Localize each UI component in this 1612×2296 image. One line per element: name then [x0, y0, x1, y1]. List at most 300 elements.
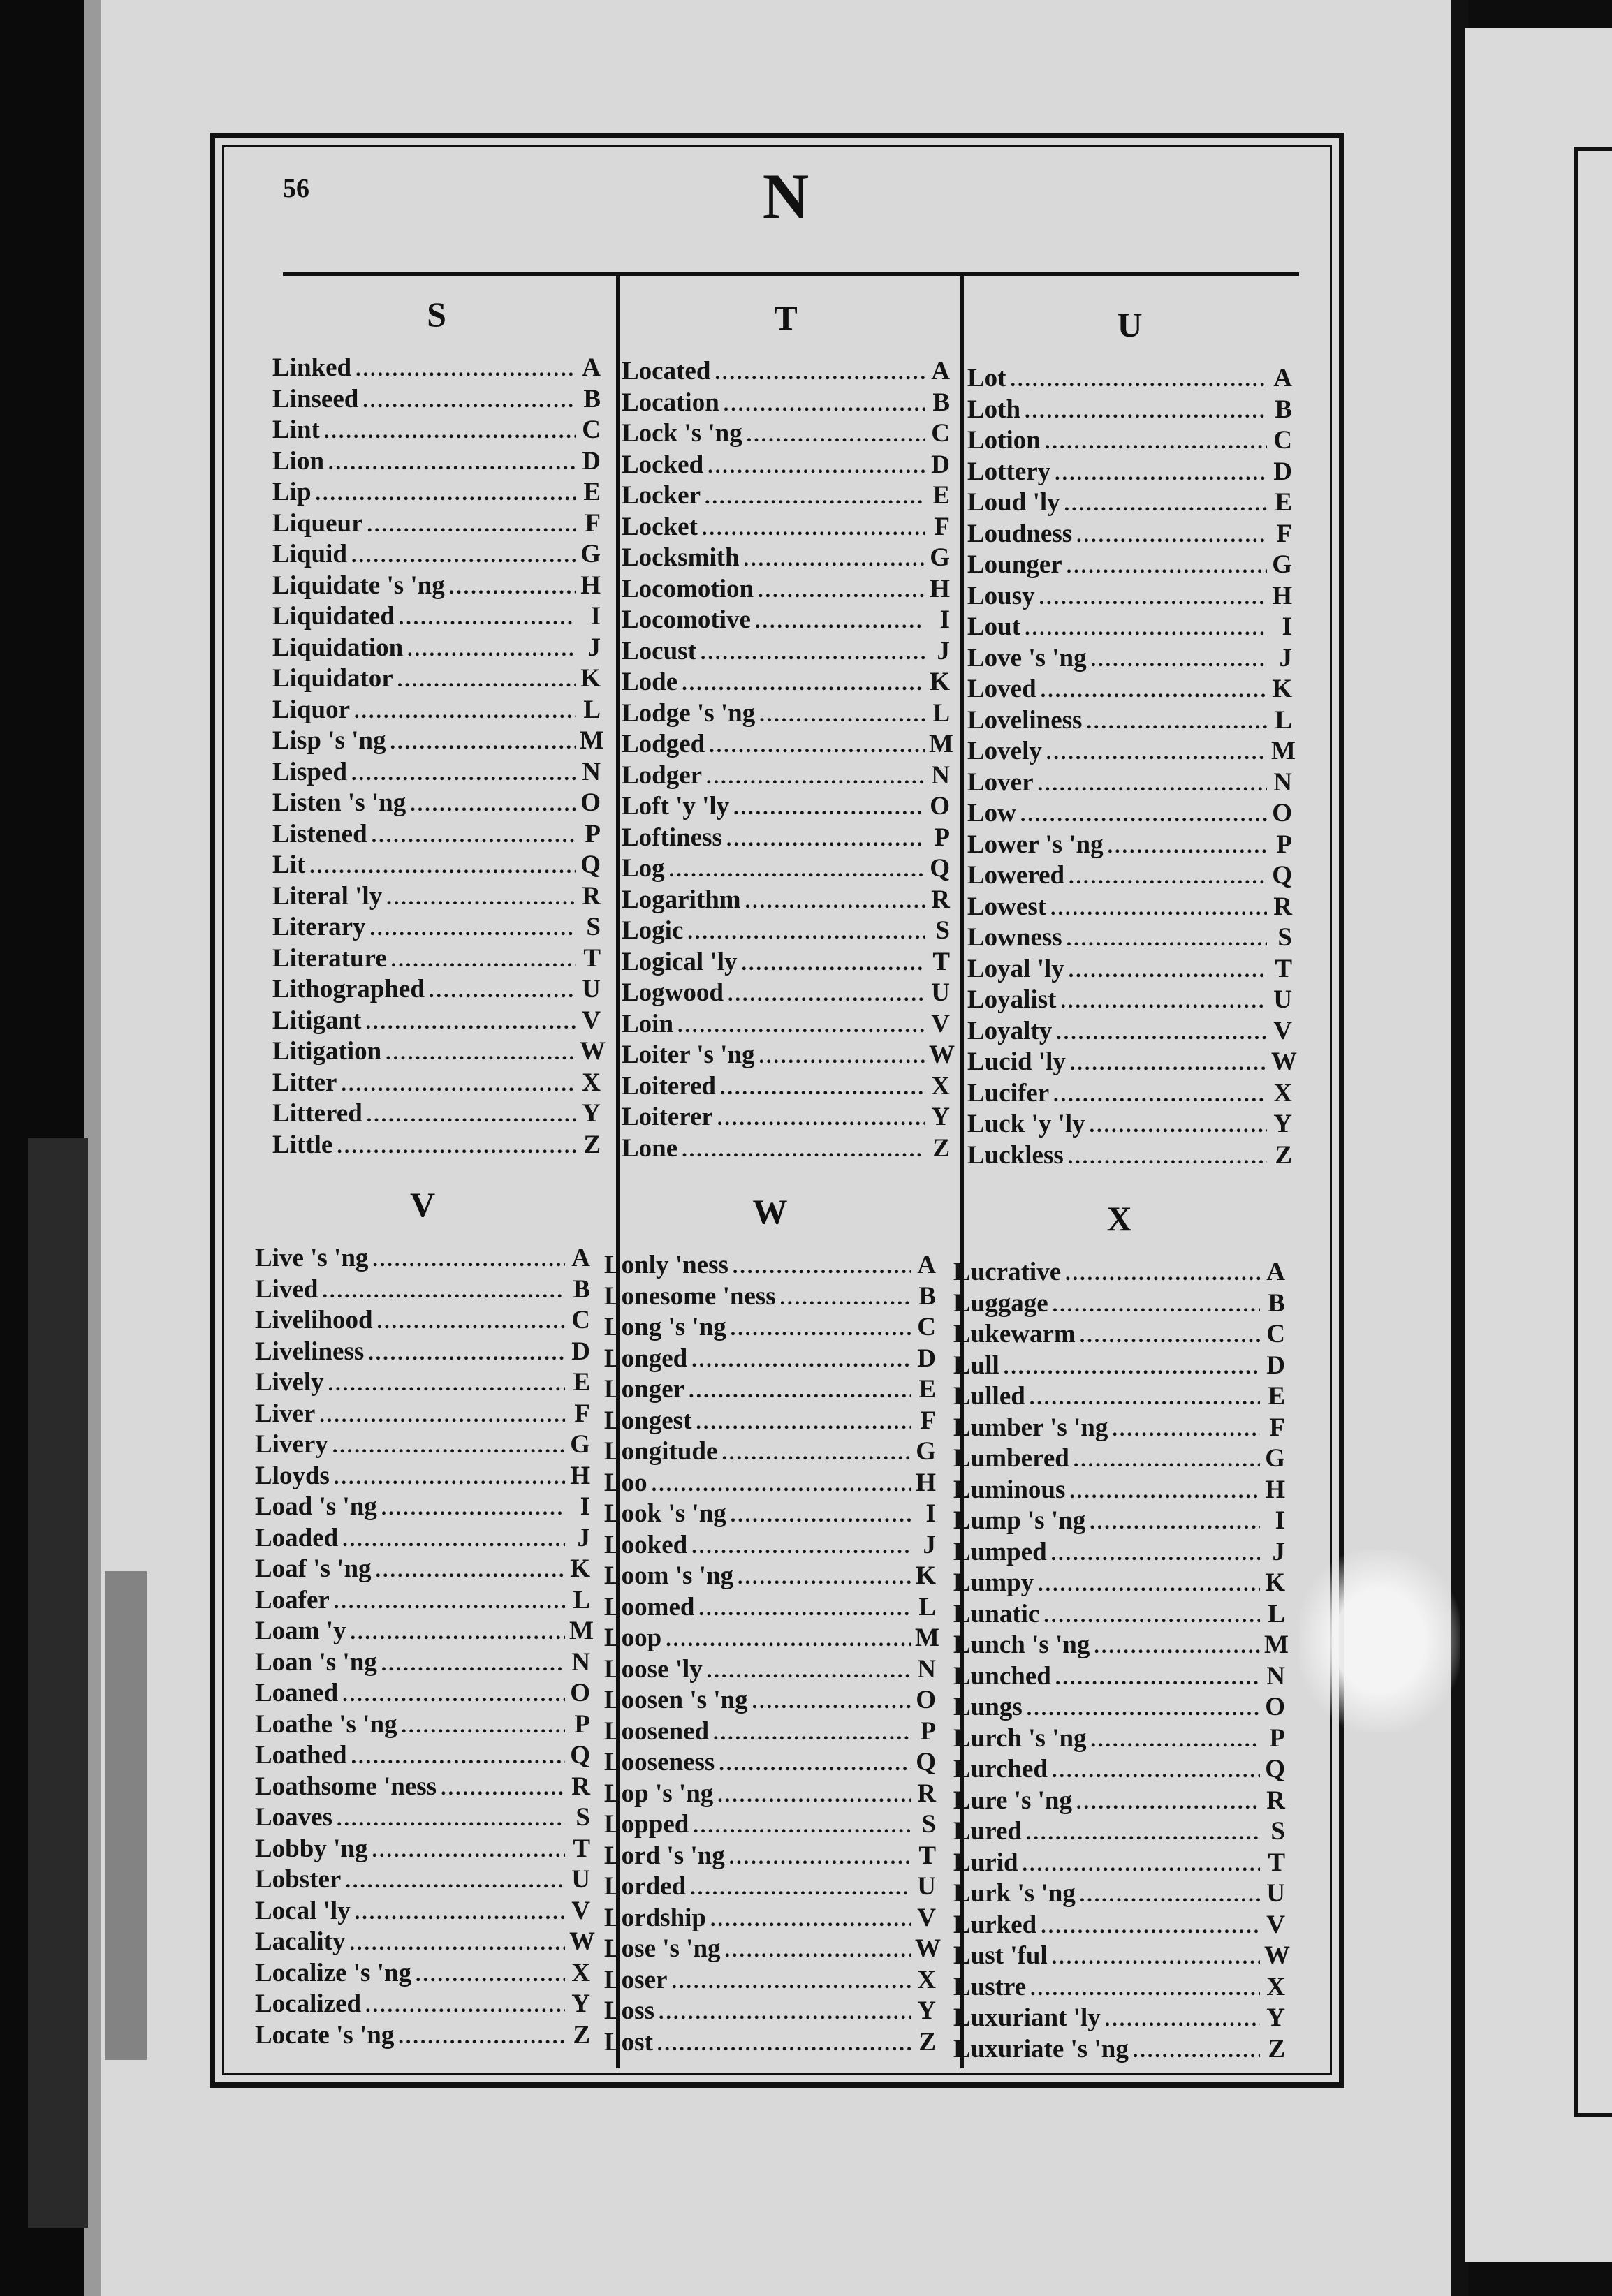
dot-leader [1052, 1759, 1260, 1783]
code-entry [622, 791, 950, 823]
entry-word: Lunched [953, 1661, 1051, 1691]
entry-code-letter: Z [573, 2020, 590, 2050]
dot-leader [397, 668, 576, 692]
entry-word: Lousy [967, 581, 1035, 610]
entry-code-letter: N [1273, 767, 1292, 797]
entry-word: Loosened [604, 1716, 710, 1746]
code-entry [272, 1068, 601, 1099]
code-entry [967, 798, 1292, 830]
code-entry [255, 1554, 590, 1585]
entry-word: Live 's 'ng [255, 1244, 369, 1272]
code-entry [967, 487, 1292, 519]
code-entry [255, 1958, 590, 1989]
entry-word: Locket [622, 512, 698, 541]
dot-leader [1105, 2008, 1260, 2031]
entry-code-letter: Y [582, 1099, 601, 1128]
code-entry [255, 2020, 590, 2052]
code-entry [255, 1616, 594, 1647]
code-entry [272, 353, 601, 384]
code-entry [272, 726, 604, 757]
dot-leader [334, 1590, 565, 1614]
code-entry [622, 1071, 950, 1103]
entry-code-letter: Z [1275, 1140, 1292, 1170]
dot-leader [402, 1714, 565, 1738]
entry-code-letter: A [582, 353, 601, 382]
code-entry [953, 1288, 1285, 1320]
entry-code-letter: D [1266, 1351, 1285, 1380]
code-entry [953, 1816, 1285, 1848]
section-w [604, 1187, 941, 2058]
dot-leader [659, 2001, 911, 2024]
dot-leader [720, 1076, 925, 1100]
code-entry [967, 550, 1292, 581]
entry-word: Livery [255, 1430, 328, 1459]
dot-leader [669, 858, 925, 882]
entry-code-letter: D [571, 1337, 590, 1366]
entry-code-letter: S [1277, 923, 1292, 952]
dot-leader [328, 451, 576, 475]
section-x [953, 1194, 1290, 2065]
section-title: T [774, 298, 798, 337]
dot-leader [693, 1814, 911, 1838]
dot-leader [1076, 1790, 1260, 1814]
code-entry [272, 1006, 601, 1037]
dot-leader [1074, 1448, 1260, 1472]
entry-code-letter: T [918, 1841, 936, 1870]
dot-leader [701, 641, 925, 665]
code-entry [967, 1109, 1292, 1140]
code-entry [622, 915, 950, 947]
entry-code-letter: N [917, 1654, 936, 1684]
entry-code-letter: P [574, 1709, 590, 1739]
entry-code-letter: U [931, 978, 950, 1007]
entry-word: Loaves [255, 1803, 332, 1832]
entry-code-letter: W [929, 1040, 955, 1069]
entry-word: Lobster [255, 1865, 342, 1894]
entry-word: Lone [622, 1133, 678, 1163]
entry-word: Locomotion [622, 574, 754, 603]
dot-leader [1041, 679, 1267, 702]
entry-word: Linked [272, 353, 352, 382]
dot-leader [652, 1473, 911, 1496]
dot-leader [733, 796, 925, 820]
entry-word: Loyalist [967, 985, 1057, 1014]
code-entry [967, 736, 1296, 767]
entry-code-letter: G [1265, 1444, 1285, 1473]
code-entry [953, 1506, 1285, 1537]
code-entry [953, 2003, 1285, 2034]
code-entry [967, 363, 1292, 395]
code-entry [622, 418, 950, 450]
dot-leader [365, 1994, 565, 2017]
entry-word: Lover [967, 767, 1034, 797]
entry-word: Liveliness [255, 1337, 365, 1366]
dot-leader [758, 579, 925, 603]
entry-list [622, 356, 955, 1164]
entry-word: Logic [622, 916, 684, 945]
entry-code-letter: D [582, 446, 601, 476]
entry-code-letter: N [1266, 1661, 1285, 1691]
code-entry [604, 1250, 936, 1281]
dot-leader [1094, 1635, 1260, 1658]
code-entry [255, 1896, 590, 1927]
entry-word: Loved [967, 675, 1036, 703]
entry-code-letter: B [932, 388, 950, 417]
entry-code-letter: R [571, 1772, 590, 1801]
code-entry [604, 1809, 936, 1841]
code-entry [272, 384, 601, 415]
dot-leader [731, 1503, 911, 1527]
code-entry [255, 1740, 590, 1772]
code-entry [967, 705, 1292, 737]
entry-code-letter: R [931, 885, 950, 914]
entry-code-letter: S [586, 913, 601, 941]
code-entry [967, 954, 1292, 985]
dot-leader [386, 886, 576, 910]
entry-code-letter: N [571, 1647, 590, 1677]
code-entry [255, 1461, 590, 1492]
code-entry [953, 1786, 1285, 1817]
entry-code-letter: Q [580, 851, 601, 879]
code-entry [255, 1802, 590, 1834]
entry-word: Lived [255, 1274, 318, 1304]
entry-code-letter: V [571, 1896, 590, 1925]
entry-code-letter: P [585, 819, 601, 848]
code-entry [272, 850, 601, 881]
entry-word: Lodge 's 'ng [622, 698, 756, 728]
dot-leader [1045, 430, 1267, 454]
entry-list [604, 1250, 941, 2058]
dot-leader [745, 890, 925, 913]
dot-leader [1086, 710, 1267, 734]
entry-word: Liquidate 's 'ng [272, 571, 445, 600]
dot-leader [1043, 1604, 1260, 1628]
entry-code-letter: L [583, 695, 601, 724]
dot-leader [755, 610, 925, 633]
entry-word: Log [622, 854, 665, 883]
code-entry [953, 1941, 1290, 1972]
entry-word: Lobby 'ng [255, 1834, 368, 1863]
header-rule [283, 272, 1299, 276]
entry-word: Litter [272, 1068, 337, 1097]
entry-code-letter: X [917, 1965, 936, 1994]
dot-leader [1055, 1666, 1260, 1690]
entry-word: Lodged [622, 730, 705, 758]
section-v [255, 1180, 595, 2051]
dot-leader [429, 979, 576, 1003]
code-entry [255, 1678, 590, 1709]
code-entry [622, 480, 950, 512]
entry-code-letter: M [929, 730, 953, 758]
code-entry [604, 1312, 936, 1344]
code-entry [272, 1130, 601, 1161]
entry-code-letter: W [1264, 1941, 1290, 1970]
entry-code-letter: M [1264, 1631, 1289, 1659]
entry-code-letter: K [570, 1554, 590, 1583]
code-entry [622, 636, 950, 668]
page-smudge [105, 1571, 147, 2060]
entry-word: Lucid 'ly [967, 1047, 1066, 1076]
dot-leader [368, 1341, 565, 1365]
entry-word: Longer [604, 1375, 685, 1404]
dot-leader [709, 734, 925, 758]
entry-word: Liquor [272, 695, 351, 724]
entry-code-letter: J [923, 1530, 936, 1559]
entry-code-letter: F [574, 1399, 590, 1428]
code-entry [255, 1989, 590, 2020]
dot-leader [691, 1535, 911, 1559]
entry-code-letter: C [917, 1313, 936, 1341]
entry-word: Luminous [953, 1475, 1066, 1504]
section-title: U [1117, 305, 1143, 344]
entry-code-letter: E [918, 1375, 936, 1404]
entry-word: Liquidator [272, 664, 393, 693]
entry-code-letter: Y [571, 1989, 590, 2018]
entry-code-letter: U [582, 975, 601, 1003]
code-entry [953, 1692, 1285, 1723]
entry-word: Liquid [272, 540, 347, 568]
entry-word: Lost [604, 2027, 653, 2056]
dot-leader [744, 547, 925, 571]
entry-code-letter: I [580, 1492, 590, 1521]
entry-code-letter: G [916, 1437, 936, 1466]
code-entry [255, 1399, 590, 1430]
entry-word: Literature [272, 943, 387, 973]
code-entry [604, 1406, 936, 1437]
dot-leader [372, 1839, 565, 1862]
entry-code-letter: Q [1265, 1755, 1285, 1783]
entry-code-letter: J [1272, 1537, 1285, 1566]
entry-code-letter: U [917, 1872, 936, 1901]
entry-code-letter: S [1270, 1817, 1285, 1846]
entry-code-letter: B [583, 384, 601, 413]
dot-leader [1055, 462, 1267, 485]
code-entry [622, 1133, 950, 1165]
entry-word: Low [967, 799, 1016, 827]
dot-leader [721, 1441, 911, 1465]
code-entry [604, 1934, 941, 1965]
entry-code-letter: O [1265, 1693, 1285, 1721]
entry-code-letter: C [582, 415, 601, 444]
dot-leader [1091, 1728, 1260, 1752]
entry-word: Locked [622, 450, 704, 479]
code-entry [622, 823, 950, 854]
entry-word: Loser [604, 1965, 668, 1994]
entry-code-letter: I [939, 605, 950, 634]
entry-word: Loom 's 'ng [604, 1561, 734, 1590]
entry-code-letter: C [1273, 426, 1292, 455]
code-entry [272, 477, 601, 508]
code-entry [604, 1841, 936, 1872]
code-entry [967, 643, 1292, 675]
entry-word: Listened [272, 819, 367, 848]
entry-word: Loyalty [967, 1016, 1053, 1045]
entry-code-letter: Y [917, 1996, 936, 2025]
code-entry [967, 519, 1292, 550]
entry-word: Literary [272, 913, 366, 941]
entry-word: Lulled [953, 1382, 1025, 1411]
code-entry [255, 1243, 590, 1274]
entry-list [953, 1257, 1290, 2065]
page-letter-heading: N [762, 161, 809, 232]
code-entry [255, 1709, 590, 1741]
entry-word: Lucrative [953, 1258, 1062, 1286]
entry-word: Lumpy [953, 1568, 1034, 1597]
code-entry [272, 695, 601, 726]
dot-leader [738, 1566, 911, 1589]
dot-leader [696, 1411, 911, 1434]
dot-leader [351, 1745, 565, 1769]
entry-word: Lumbered [953, 1444, 1069, 1473]
code-entry [604, 1903, 936, 1934]
code-entry [622, 356, 950, 388]
entry-code-letter: C [1266, 1320, 1285, 1348]
entry-word: Loafer [255, 1585, 330, 1614]
entry-code-letter: R [582, 881, 601, 911]
code-entry [953, 1848, 1285, 1879]
dot-leader [708, 455, 925, 478]
code-entry [272, 601, 601, 633]
entry-word: Lukewarm [953, 1320, 1076, 1348]
code-entry [272, 788, 601, 819]
entry-word: Locust [622, 636, 696, 665]
entry-code-letter: K [1272, 675, 1292, 703]
entry-word: Lotion [967, 426, 1041, 455]
dot-leader [741, 952, 925, 976]
code-entry [953, 1381, 1285, 1413]
entry-word: Lottery [967, 457, 1051, 486]
dot-leader [1069, 865, 1267, 889]
code-entry [255, 1927, 595, 1958]
dot-leader [355, 1901, 565, 1925]
code-entry [272, 633, 601, 664]
code-entry [272, 974, 601, 1006]
entry-word: Luxuriant 'ly [953, 2003, 1101, 2032]
code-entry [953, 1537, 1285, 1568]
entry-code-letter: H [1265, 1475, 1285, 1504]
entry-list [272, 353, 606, 1161]
entry-word: Loaned [255, 1679, 339, 1707]
code-entry [953, 1661, 1285, 1693]
entry-code-letter: M [915, 1624, 939, 1652]
entry-word: Lopped [604, 1810, 689, 1839]
dot-leader [729, 1846, 911, 1869]
code-entry [255, 1305, 590, 1337]
dot-leader [407, 638, 576, 661]
entry-code-letter: I [590, 602, 601, 631]
entry-word: Lisped [272, 757, 347, 786]
code-entry [255, 1367, 590, 1399]
code-entry [967, 395, 1292, 426]
code-entry [255, 1429, 590, 1461]
code-entry [255, 1274, 590, 1306]
code-entry [953, 1568, 1285, 1599]
dot-leader [724, 392, 925, 416]
code-entry [622, 698, 950, 730]
code-entry [967, 1047, 1297, 1078]
dot-leader [657, 2032, 911, 2056]
entry-code-letter: B [573, 1274, 590, 1304]
dot-leader [719, 1752, 911, 1776]
entry-code-letter: W [915, 1934, 941, 1963]
entry-code-letter: L [932, 698, 950, 728]
entry-word: Loveliness [967, 705, 1083, 735]
code-entry [967, 892, 1292, 923]
dot-leader [410, 793, 576, 816]
code-entry [604, 1747, 936, 1779]
dot-leader [713, 1721, 911, 1745]
code-entry [604, 1561, 936, 1592]
dot-leader [747, 423, 925, 447]
code-entry [967, 1140, 1292, 1172]
entry-word: Locomotive [622, 605, 751, 634]
entry-word: Lunatic [953, 1599, 1040, 1628]
page-number: 56 [283, 174, 309, 203]
entry-code-letter: F [1276, 519, 1292, 548]
code-entry [967, 860, 1292, 892]
dot-leader [1025, 617, 1267, 640]
dot-leader [351, 544, 576, 568]
entry-code-letter: R [1266, 1786, 1285, 1815]
dot-leader [733, 1255, 911, 1279]
code-entry [622, 1102, 950, 1133]
entry-word: Location [622, 388, 719, 417]
entry-code-letter: D [1273, 457, 1292, 486]
entry-code-letter: R [1273, 892, 1292, 921]
entry-word: Lock 's 'ng [622, 419, 742, 448]
dot-leader [1038, 772, 1267, 796]
dot-leader [1050, 897, 1267, 920]
dot-leader [1025, 399, 1267, 423]
entry-word: Looked [604, 1530, 688, 1559]
dot-leader [1064, 492, 1267, 516]
entry-word: Localized [255, 1989, 362, 2018]
entry-word: Lout [967, 612, 1021, 641]
dot-leader [1090, 1114, 1267, 1138]
entry-word: Logarithm [622, 885, 741, 914]
entry-word: Lustre [953, 1972, 1027, 2001]
entry-code-letter: V [931, 1009, 950, 1038]
entry-word: Lurid [953, 1848, 1018, 1877]
entry-word: Loaf 's 'ng [255, 1554, 372, 1583]
dot-leader [416, 1963, 565, 1987]
entry-word: Look 's 'ng [604, 1499, 726, 1528]
entry-word: Loosen 's 'ng [604, 1686, 748, 1714]
entry-code-letter: X [931, 1071, 950, 1101]
dot-leader [707, 1659, 911, 1683]
dot-leader [1026, 1821, 1260, 1845]
dot-leader [1027, 1697, 1260, 1721]
code-entry [967, 457, 1292, 488]
dot-leader [759, 1045, 925, 1068]
entry-word: Lucifer [967, 1078, 1050, 1107]
entry-word: Lot [967, 364, 1006, 392]
entry-code-letter: F [1269, 1413, 1285, 1442]
code-entry [272, 446, 601, 478]
entry-code-letter: T [583, 943, 601, 973]
code-entry [604, 1871, 936, 1903]
entry-code-letter: M [1271, 737, 1296, 765]
entry-code-letter: L [1268, 1599, 1285, 1628]
entry-word: Lower 's 'ng [967, 830, 1104, 859]
entry-word: Lounger [967, 550, 1062, 579]
entry-code-letter: I [1275, 1506, 1285, 1535]
entry-code-letter: M [580, 726, 604, 755]
dot-leader [1039, 586, 1267, 610]
code-entry [953, 1878, 1285, 1910]
entry-word: Lively [255, 1368, 324, 1397]
code-entry [272, 508, 601, 540]
